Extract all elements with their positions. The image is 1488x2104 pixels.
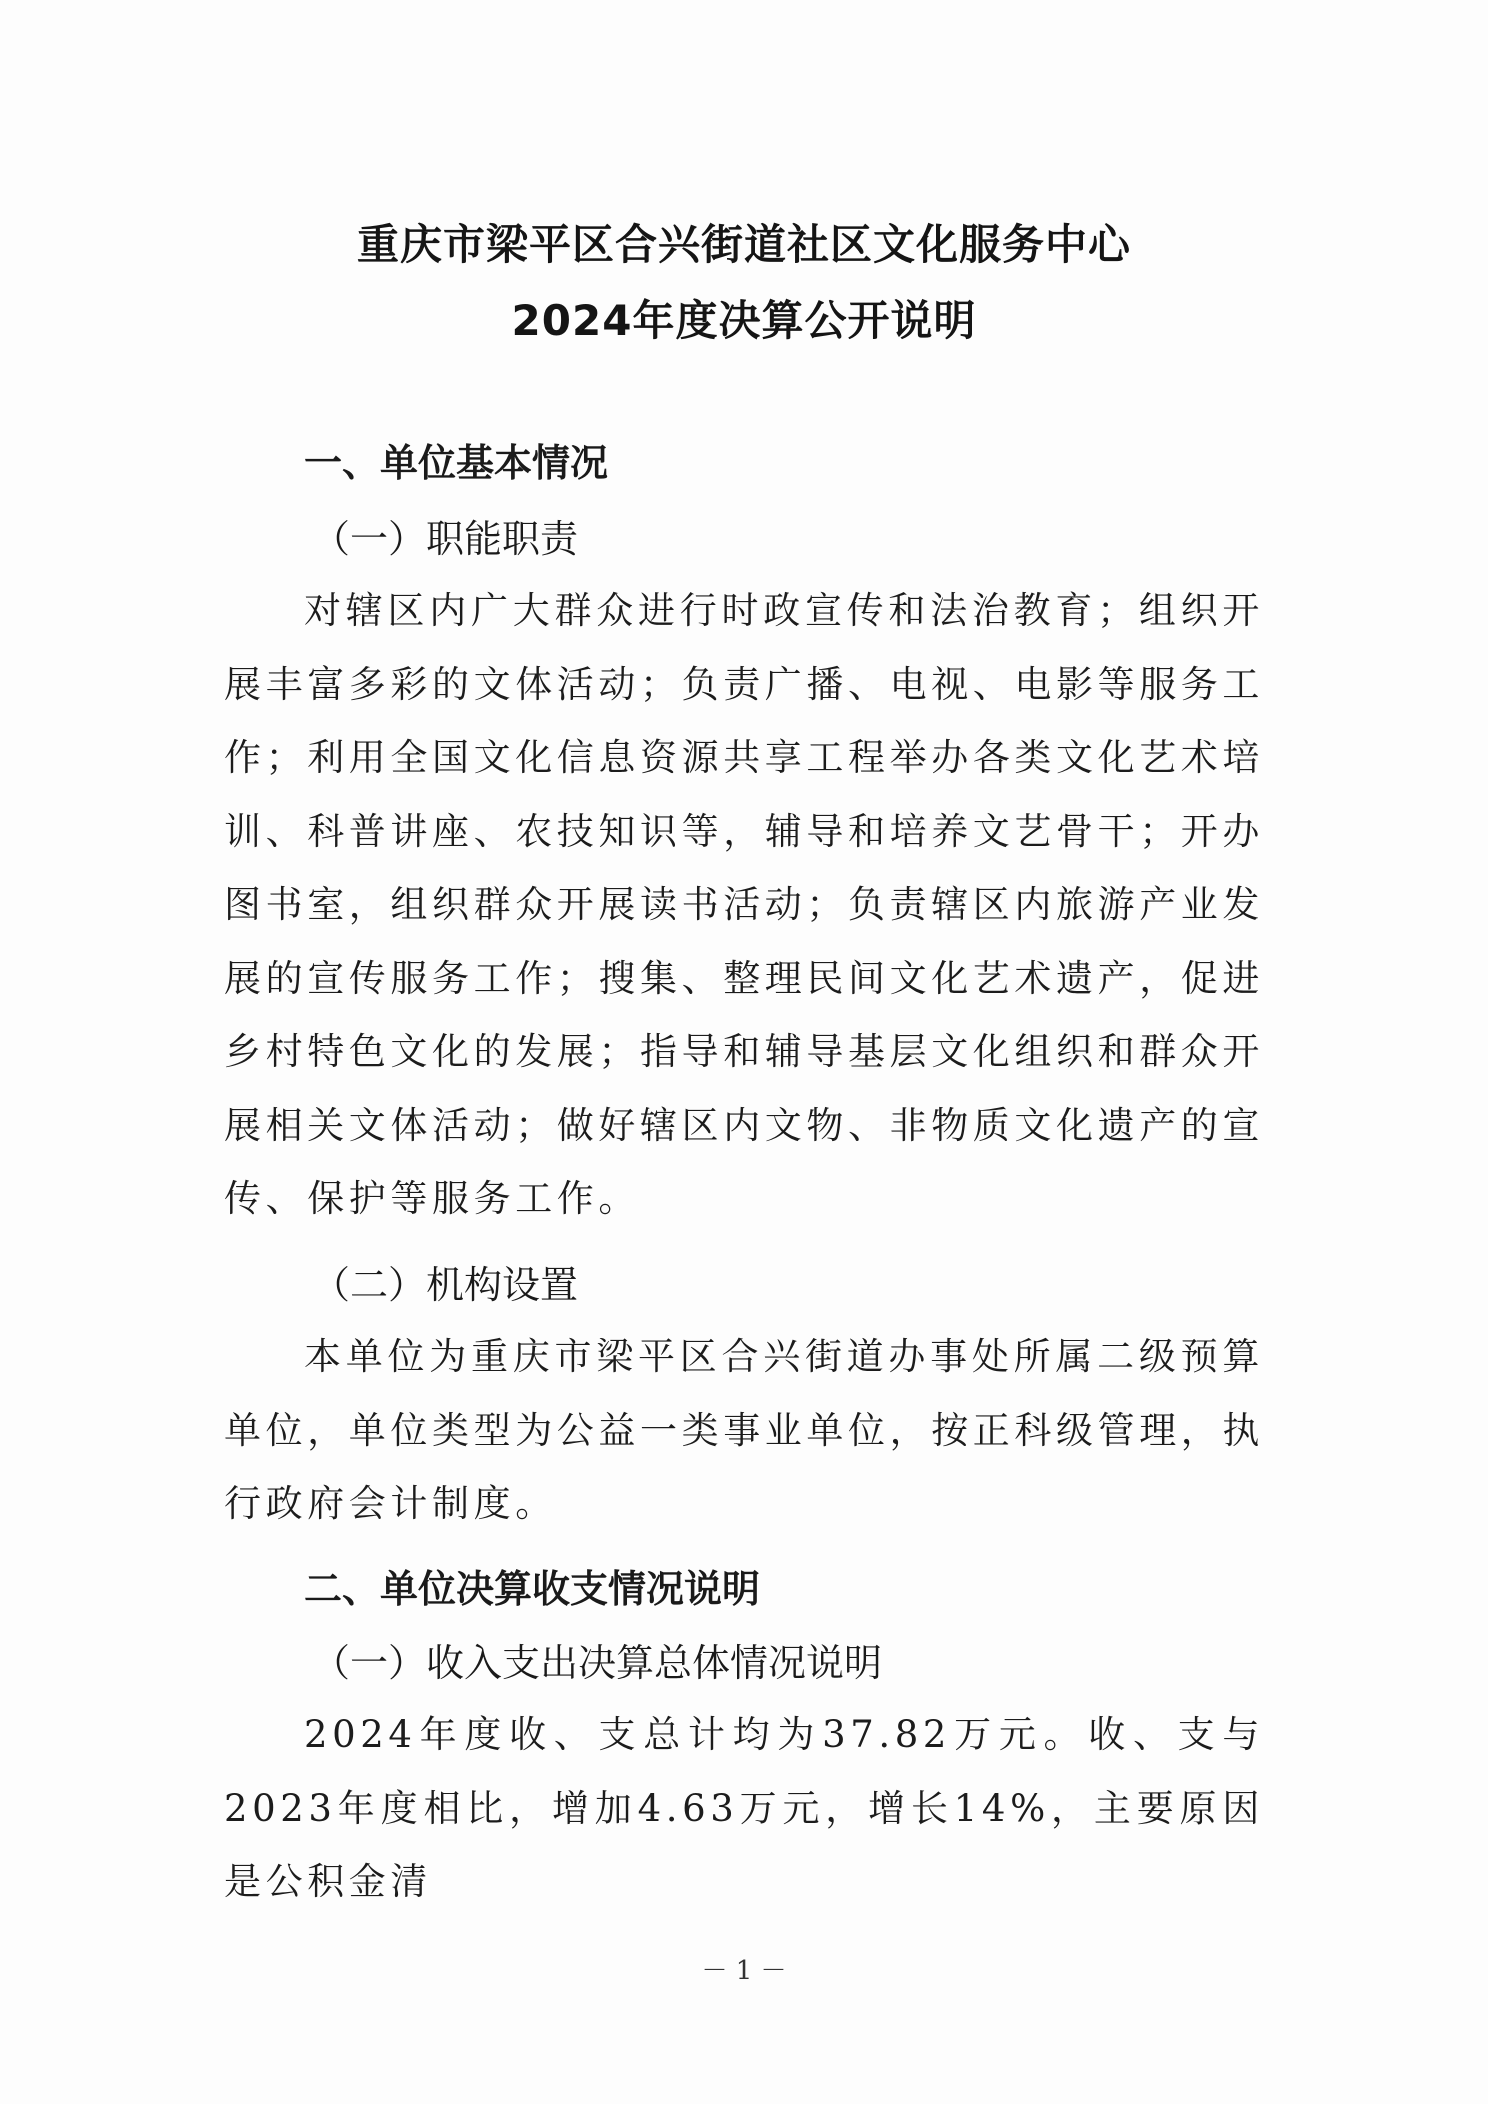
subsection-heading-overall: （一）收入支出决算总体情况说明 [312,1641,883,1685]
subsection-heading-duties: （一）职能职责 [312,517,579,561]
document-subtitle: 2024年度决算公开说明 [511,296,977,345]
page-number: － 1 － [701,1956,787,1986]
section-heading-basic-info: 一、单位基本情况 [304,441,609,485]
document-title: 重庆市梁平区合兴街道社区文化服务中心 [356,220,1131,269]
paragraph-duties: 对辖区内广大群众进行时政宣传和法治教育；组织开展丰富多彩的文体活动；负责广播、电视、电影等服务工作；利用全国文化信息资源共享工程举办各类文化艺术培训、科普讲座、农技知识等，辅导和培养文艺骨干；开办图书室，组织群众开展读书活动；负责辖区内旅游产业发展的宣传服务工作；搜集、整理民间文化艺术遗产，促进乡村特色文化的发展；指导和辅导基层文化组织和群众开展相关文体活动；做好辖区内文物、非物质文化遗产的宣传、保护等服务工作。 [224,589,1264,1220]
section-heading-income-expense: 二、单位决算收支情况说明 [304,1567,761,1611]
subsection-heading-organization: （二）机构设置 [312,1263,579,1307]
paragraph-overall: 2024年度收、支总计均为37.82万元。收、支与2023年度相比，增加4.63万元，增长14%，主要原因是公积金清 [224,1713,1264,1903]
paragraph-organization: 本单位为重庆市梁平区合兴街道办事处所属二级预算单位，单位类型为公益一类事业单位，按正科级管理，执行政府会计制度。 [224,1335,1264,1525]
